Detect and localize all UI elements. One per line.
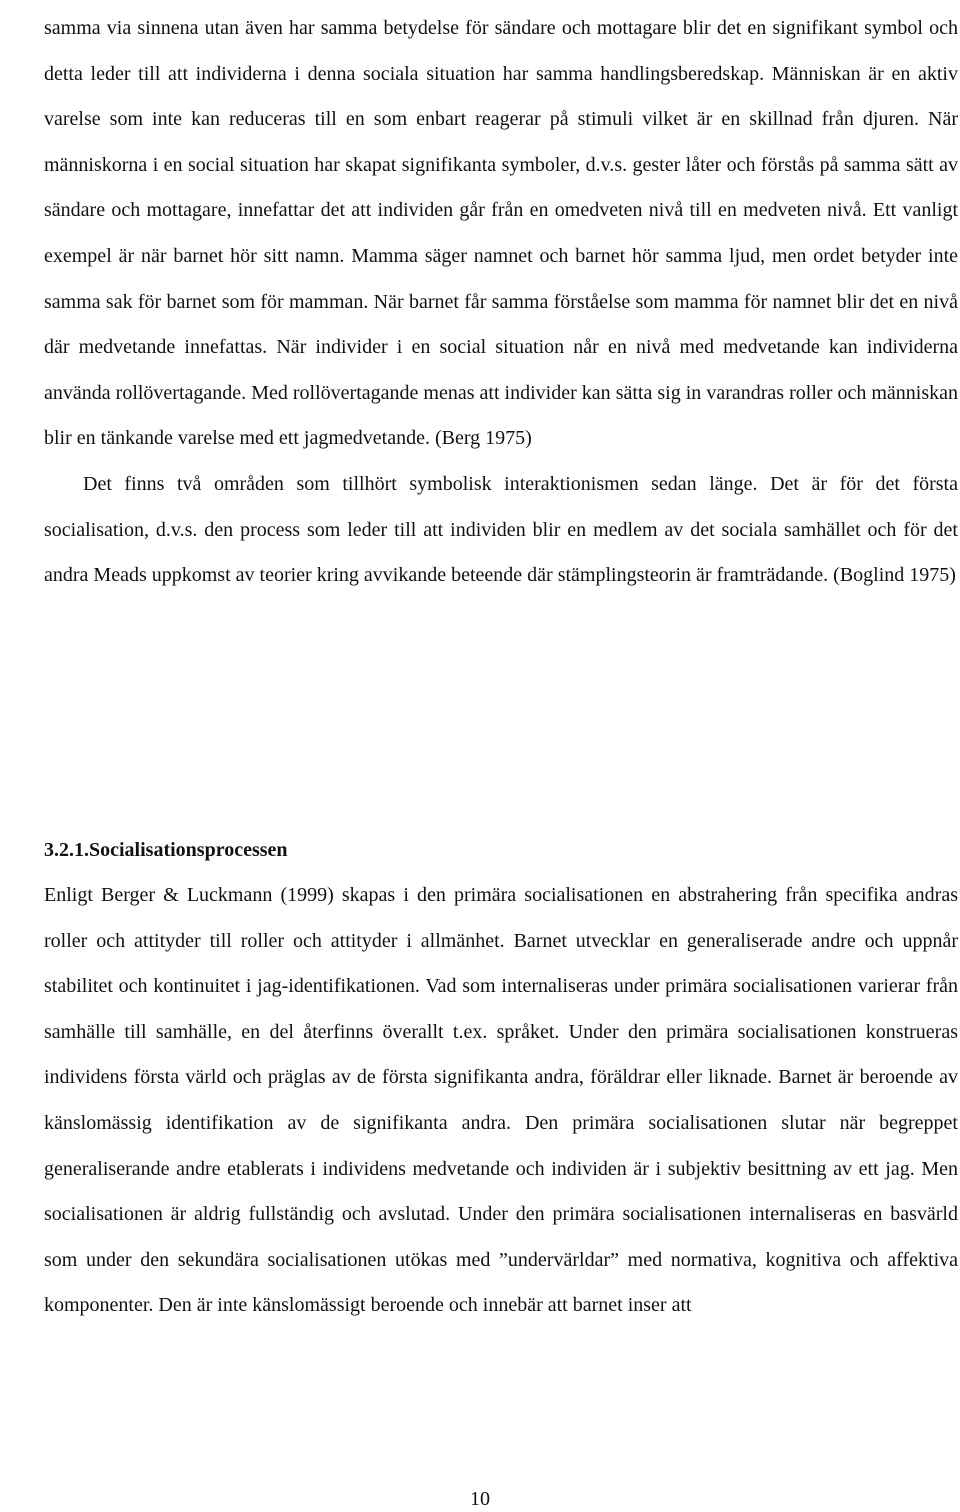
section-title: Socialisationsprocessen bbox=[89, 839, 288, 861]
section-heading bbox=[44, 828, 288, 874]
section-number: 3.2.1. bbox=[44, 839, 89, 861]
section-body bbox=[44, 873, 958, 1329]
paragraph-socialisation: Enligt Berger & Luckmann (1999) skapas i den primära socialisationen en abstrahering från specifika andras roller och attityder till roller och attityder i allmänhet. Barnet utvecklar en generaliserade andre och uppnår stabilitet och kontinuitet i jag-identifikationen. Vad som internaliseras under primära socialisationen varierar från samhälle till samhälle, en del återfinns överallt t.ex. språket. Under den primära socialisationen konstrueras individens första värld och präglas av de första signifikanta andra, föräldrar eller liknade. Barnet är beroende av känslomässig identifikation av de signifikanta andra. Den primära socialisationen slutar när begreppet generaliserande andre etablerats i individens medvetande och individen är i subjektiv besittning av ett jag. Men socialisationen är aldrig fullständig och avslutad. Under den primära socialisationen internaliseras en basvärld som under den sekundära socialisationen utökas med ”undervärldar” med normativa, kognitiva och affektiva komponenter. Den är inte känslomässigt beroende och innebär att barnet inser att bbox=[44, 884, 958, 1317]
document-body bbox=[44, 6, 958, 599]
paragraph-continued: samma via sinnena utan även har samma betydelse för sändare och mottagare blir det en signifikant symbol och detta leder till att individerna i denna sociala situation har samma handlingsberedskap. Människan är en aktiv varelse som inte kan reduceras till en som enbart reagerar på stimuli vilket är en skillnad från djuren. När människorna i en social situation har skapat signifikanta symboler, d.v.s. gester låter och förstås på samma sätt av sändare och mottagare, innefattar det att individen går från en omedveten nivå till en medveten nivå. Ett vanligt exempel är när barnet hör sitt namn. Mamma säger namnet och barnet hör samma ljud, men ordet betyder inte samma sak för barnet som för mamman. När barnet får samma förståelse som mamma för namnet blir det en nivå där medvetande innefattas. När individer i en social situation når en nivå med medvetande kan individerna använda rollövertagande. Med rollövertagande menas att individer kan sätta sig in varandras roller och människan blir en tänkande varelse med ett jagmedvetande. (Berg 1975) bbox=[44, 17, 958, 450]
paragraph-symbolic-interactionism: Det finns två områden som tillhört symbolisk interaktionismen sedan länge. Det är för det första socialisation, d.v.s. den process som leder till att individen blir en medlem av det sociala samhället och för det andra Meads uppkomst av teorier kring avvikande beteende där stämplingsteorin är framträdande. (Boglind 1975) bbox=[44, 472, 958, 587]
page-number: 10 bbox=[470, 1488, 490, 1510]
